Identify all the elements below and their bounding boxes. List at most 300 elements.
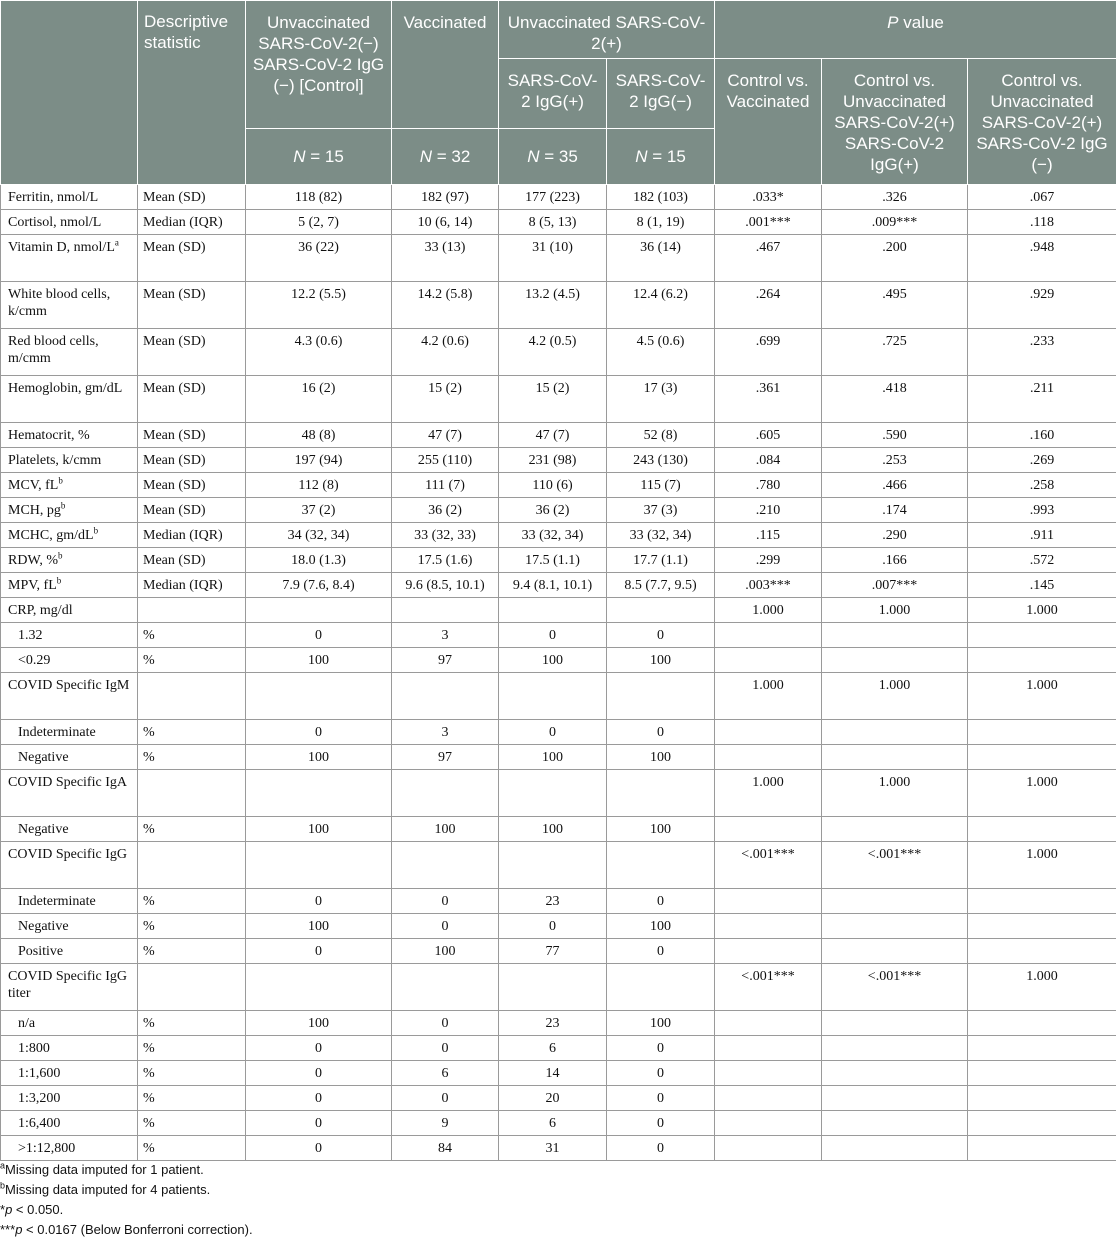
control-value-cell: 0 [246,1136,392,1161]
igg-positive-value-cell: 33 (32, 34) [499,523,607,548]
row-label-cell [1,1111,138,1136]
row-label: RDW, % [8,553,59,568]
descriptive-stat-cell: % [138,648,246,673]
n-value: = 15 [305,147,344,166]
igg-positive-value-cell [499,673,607,720]
row-label: Negative [18,822,69,837]
p-value-igg-negative-cell: .233 [968,329,1116,376]
p-value-igg-positive-cell [822,939,968,964]
footnote-mark: * [0,1202,6,1217]
header-n-vaccinated [392,129,499,185]
descriptive-stat-cell: Mean (SD) [138,185,246,210]
p-value-vaccinated-cell: .033* [715,185,822,210]
p-value-igg-positive-cell [822,1111,968,1136]
vaccinated-value-cell: 9 [392,1111,499,1136]
p-value-vaccinated-cell: .084 [715,448,822,473]
descriptive-stat-cell: Median (IQR) [138,210,246,235]
igg-positive-value-cell: 231 (98) [499,448,607,473]
header-pv-control-vs-igg-positive: Control vs. Unvaccinated SARS-CoV-2(+) SARS-CoV-2 IgG(+) [822,59,968,185]
n-value: = 32 [431,147,471,166]
footnote-text: < 0.050. [12,1202,64,1217]
p-value-vaccinated-cell: .467 [715,235,822,282]
table-row [1,573,1116,598]
p-value-igg-negative-cell: .258 [968,473,1116,498]
control-value-cell [246,842,392,889]
igg-positive-value-cell: 100 [499,648,607,673]
p-value-vaccinated-cell: .780 [715,473,822,498]
igg-positive-value-cell [499,598,607,623]
p-value-vaccinated-cell [715,939,822,964]
descriptive-stat-cell: Mean (SD) [138,548,246,573]
table-row [1,523,1116,548]
igg-negative-value-cell: 0 [607,1061,715,1086]
igg-negative-value-cell: 33 (32, 34) [607,523,715,548]
p-value-vaccinated-cell: 1.000 [715,770,822,817]
table-row [1,473,1116,498]
row-label: 1.32 [18,628,43,643]
igg-negative-value-cell: 182 (103) [607,185,715,210]
igg-positive-value-cell [499,964,607,1011]
p-value-igg-positive-cell: <.001*** [822,842,968,889]
p-value-vaccinated-cell [715,914,822,939]
igg-positive-value-cell: 177 (223) [499,185,607,210]
row-label-cell [1,573,138,598]
p-value-igg-negative-cell [968,1061,1116,1086]
table-row [1,623,1116,648]
control-value-cell [246,770,392,817]
p-value-igg-negative-cell: 1.000 [968,673,1116,720]
p-value-vaccinated-cell: 1.000 [715,673,822,720]
igg-negative-value-cell [607,598,715,623]
vaccinated-value-cell: 97 [392,745,499,770]
row-label: CRP, mg/dl [8,603,73,618]
header-n-control [246,129,392,185]
p-value-igg-positive-cell [822,623,968,648]
table-row [1,889,1116,914]
table-row [1,598,1116,623]
control-value-cell: 5 (2, 7) [246,210,392,235]
control-value-cell: 0 [246,1061,392,1086]
n-value: = 35 [539,147,578,166]
p-value-vaccinated-cell [715,1061,822,1086]
row-label-cell [1,376,138,423]
p-value-vaccinated-cell: <.001*** [715,842,822,889]
control-value-cell: 48 (8) [246,423,392,448]
row-label-cell [1,185,138,210]
igg-negative-value-cell: 0 [607,1111,715,1136]
igg-positive-value-cell: 15 (2) [499,376,607,423]
control-value-cell: 100 [246,914,392,939]
row-label: Indeterminate [18,725,96,740]
table-row [1,282,1116,329]
descriptive-stat-cell: Mean (SD) [138,376,246,423]
descriptive-stat-cell: % [138,939,246,964]
p-value-vaccinated-cell: <.001*** [715,964,822,1011]
row-label-cell [1,498,138,523]
row-label: n/a [18,1016,36,1031]
p-value-igg-positive-cell: .174 [822,498,968,523]
row-label-cell [1,210,138,235]
igg-positive-value-cell: 100 [499,745,607,770]
igg-positive-value-cell: 17.5 (1.1) [499,548,607,573]
p-value-vaccinated-cell: .299 [715,548,822,573]
header-unvaccinated-positive: Unvaccinated SARS-CoV-2(+) [499,1,715,59]
p-value-igg-negative-cell: .929 [968,282,1116,329]
row-label-cell [1,1136,138,1161]
row-label-cell [1,914,138,939]
row-label-cell [1,770,138,817]
p-value-igg-positive-cell: .200 [822,235,968,282]
row-label-cell [1,523,138,548]
p-value-italic: P [887,13,899,32]
control-value-cell: 0 [246,889,392,914]
descriptive-stat-cell: Mean (SD) [138,282,246,329]
igg-negative-value-cell: 243 (130) [607,448,715,473]
descriptive-stat-cell: % [138,623,246,648]
igg-negative-value-cell [607,673,715,720]
header-p-value [715,1,1116,59]
p-value-igg-positive-cell: 1.000 [822,770,968,817]
p-value-igg-negative-cell: .160 [968,423,1116,448]
vaccinated-value-cell: 84 [392,1136,499,1161]
row-label-cell [1,964,138,1011]
p-value-igg-positive-cell: .290 [822,523,968,548]
footnotes [0,1160,1116,1240]
table-row [1,1111,1116,1136]
footnote-triple-star [0,1220,1116,1240]
row-label: 1:1,600 [18,1066,61,1081]
table-row [1,548,1116,573]
p-value-igg-positive-cell [822,817,968,842]
igg-negative-value-cell: 100 [607,745,715,770]
vaccinated-value-cell: 0 [392,914,499,939]
table-row [1,842,1116,889]
row-label: COVID Specific IgG titer [8,969,127,1001]
row-label: Hemoglobin, gm/dL [8,381,123,396]
igg-negative-value-cell: 100 [607,817,715,842]
p-value-vaccinated-cell [715,623,822,648]
p-value-igg-positive-cell [822,1011,968,1036]
igg-negative-value-cell: 0 [607,720,715,745]
descriptive-stat-cell: Mean (SD) [138,473,246,498]
table-row [1,817,1116,842]
vaccinated-value-cell: 255 (110) [392,448,499,473]
p-value-igg-positive-cell [822,1136,968,1161]
row-label-cell [1,817,138,842]
header-control: Unvaccinated SARS-CoV-2(−) SARS-CoV-2 IgG (−) [Control] [246,1,392,129]
descriptive-stat-cell: % [138,1086,246,1111]
vaccinated-value-cell: 3 [392,720,499,745]
p-value-igg-positive-cell: .009*** [822,210,968,235]
p-value-vaccinated-cell [715,1086,822,1111]
row-label: MPV, fL [8,578,57,593]
control-value-cell: 34 (32, 34) [246,523,392,548]
igg-positive-value-cell: 77 [499,939,607,964]
igg-positive-value-cell: 6 [499,1036,607,1061]
p-value-igg-negative-cell: .269 [968,448,1116,473]
descriptive-stat-cell: % [138,1111,246,1136]
row-label: >1:12,800 [18,1141,76,1156]
p-value-igg-positive-cell: .466 [822,473,968,498]
table-row [1,185,1116,210]
igg-positive-value-cell [499,842,607,889]
descriptive-stat-cell: Mean (SD) [138,235,246,282]
vaccinated-value-cell: 4.2 (0.6) [392,329,499,376]
table-row [1,1136,1116,1161]
igg-negative-value-cell [607,770,715,817]
descriptive-stat-cell: % [138,720,246,745]
header-vaccinated: Vaccinated [392,1,499,129]
p-value-igg-positive-cell: 1.000 [822,673,968,720]
igg-positive-value-cell: 31 [499,1136,607,1161]
row-label-cell [1,673,138,720]
igg-negative-value-cell: 115 (7) [607,473,715,498]
row-label-cell [1,745,138,770]
row-label: 1:6,400 [18,1116,61,1131]
row-label: MCHC, gm/dL [8,528,94,543]
footnote-p-italic: p [15,1222,23,1237]
control-value-cell: 100 [246,1011,392,1036]
descriptive-stat-cell [138,673,246,720]
igg-positive-value-cell: 36 (2) [499,498,607,523]
row-label: Vitamin D, nmol/L [8,240,115,255]
row-label: COVID Specific IgA [8,775,127,790]
p-value-vaccinated-cell [715,648,822,673]
row-label: Negative [18,919,69,934]
control-value-cell: 4.3 (0.6) [246,329,392,376]
row-label-cell [1,720,138,745]
control-value-cell: 0 [246,1036,392,1061]
p-value-igg-negative-cell: .993 [968,498,1116,523]
igg-negative-value-cell: 8.5 (7.7, 9.5) [607,573,715,598]
control-value-cell: 0 [246,623,392,648]
p-value-vaccinated-cell [715,817,822,842]
p-value-igg-positive-cell: .725 [822,329,968,376]
igg-negative-value-cell: 100 [607,914,715,939]
p-value-igg-positive-cell: 1.000 [822,598,968,623]
p-value-igg-negative-cell [968,1011,1116,1036]
vaccinated-value-cell [392,770,499,817]
descriptive-stat-cell: Mean (SD) [138,329,246,376]
igg-positive-value-cell: 100 [499,817,607,842]
row-label: MCV, fL [8,478,59,493]
descriptive-stat-cell [138,598,246,623]
igg-negative-value-cell: 12.4 (6.2) [607,282,715,329]
row-label: <0.29 [18,653,51,668]
p-value-igg-negative-cell [968,720,1116,745]
row-label: Negative [18,750,69,765]
descriptive-stat-cell [138,964,246,1011]
table-header [1,1,1116,185]
p-value-igg-negative-cell [968,889,1116,914]
p-value-vaccinated-cell [715,1036,822,1061]
igg-negative-value-cell: 52 (8) [607,423,715,448]
descriptive-stat-cell: Median (IQR) [138,523,246,548]
igg-negative-value-cell: 4.5 (0.6) [607,329,715,376]
p-value-vaccinated-cell: .264 [715,282,822,329]
igg-negative-value-cell: 0 [607,939,715,964]
row-label-cell [1,548,138,573]
igg-positive-value-cell: 6 [499,1111,607,1136]
descriptive-stat-cell: % [138,889,246,914]
table-row [1,1086,1116,1111]
footnote-text: Missing data imputed for 4 patients. [5,1182,211,1197]
igg-positive-value-cell [499,770,607,817]
igg-positive-value-cell: 0 [499,623,607,648]
p-value-igg-negative-cell [968,623,1116,648]
igg-positive-value-cell: 9.4 (8.1, 10.1) [499,573,607,598]
row-label-cell [1,889,138,914]
p-value-vaccinated-cell: .003*** [715,573,822,598]
p-value-igg-positive-cell: .253 [822,448,968,473]
p-value-vaccinated-cell [715,1011,822,1036]
p-value-vaccinated-cell: .699 [715,329,822,376]
control-value-cell: 112 (8) [246,473,392,498]
row-label: COVID Specific IgM [8,678,130,693]
vaccinated-value-cell [392,598,499,623]
row-label-cell [1,1061,138,1086]
igg-positive-value-cell: 110 (6) [499,473,607,498]
vaccinated-value-cell: 10 (6, 14) [392,210,499,235]
control-value-cell: 18.0 (1.3) [246,548,392,573]
row-label: Indeterminate [18,894,96,909]
vaccinated-value-cell: 0 [392,1086,499,1111]
descriptive-stat-cell: % [138,914,246,939]
vaccinated-value-cell: 0 [392,1011,499,1036]
descriptive-stat-cell: % [138,745,246,770]
igg-negative-value-cell: 36 (14) [607,235,715,282]
descriptive-stat-cell: % [138,1011,246,1036]
p-value-igg-negative-cell [968,1086,1116,1111]
control-value-cell: 16 (2) [246,376,392,423]
control-value-cell [246,964,392,1011]
p-value-vaccinated-cell [715,720,822,745]
igg-positive-value-cell: 8 (5, 13) [499,210,607,235]
vaccinated-value-cell: 111 (7) [392,473,499,498]
igg-negative-value-cell: 17 (3) [607,376,715,423]
vaccinated-value-cell: 97 [392,648,499,673]
table-row [1,423,1116,448]
control-value-cell [246,673,392,720]
control-value-cell: 12.2 (5.5) [246,282,392,329]
p-value-igg-positive-cell: .007*** [822,573,968,598]
header-igg-positive: SARS-CoV-2 IgG(+) [499,59,607,129]
p-value-igg-negative-cell [968,1036,1116,1061]
vaccinated-value-cell [392,673,499,720]
p-value-igg-negative-cell: 1.000 [968,842,1116,889]
footnote-a [0,1160,1116,1180]
row-label-cell [1,235,138,282]
p-value-igg-positive-cell: .590 [822,423,968,448]
control-value-cell: 100 [246,648,392,673]
igg-positive-value-cell: 14 [499,1061,607,1086]
p-value-igg-negative-cell: .118 [968,210,1116,235]
p-value-igg-positive-cell [822,914,968,939]
vaccinated-value-cell: 100 [392,817,499,842]
control-value-cell: 0 [246,720,392,745]
row-label: Hematocrit, % [8,428,90,443]
table-row [1,210,1116,235]
igg-positive-value-cell: 23 [499,889,607,914]
control-value-cell: 100 [246,745,392,770]
vaccinated-value-cell: 0 [392,889,499,914]
p-value-igg-positive-cell [822,1036,968,1061]
row-label-cell [1,842,138,889]
p-value-rest: value [898,13,944,32]
row-label: Red blood cells, m/cmm [8,334,99,366]
row-label: 1:3,200 [18,1091,61,1106]
igg-positive-value-cell: 23 [499,1011,607,1036]
p-value-vaccinated-cell [715,1111,822,1136]
table-row [1,1036,1116,1061]
igg-positive-value-cell: 20 [499,1086,607,1111]
row-label-cell [1,329,138,376]
p-value-vaccinated-cell: 1.000 [715,598,822,623]
igg-negative-value-cell: 0 [607,1136,715,1161]
vaccinated-value-cell: 14.2 (5.8) [392,282,499,329]
row-label-cell [1,939,138,964]
descriptive-stat-cell: Mean (SD) [138,423,246,448]
header-corner-cell [1,1,138,185]
p-value-igg-positive-cell [822,720,968,745]
igg-negative-value-cell: 0 [607,889,715,914]
row-label: 1:800 [18,1041,50,1056]
igg-positive-value-cell: 4.2 (0.5) [499,329,607,376]
p-value-vaccinated-cell: .361 [715,376,822,423]
n-italic: N [293,147,306,166]
control-value-cell: 0 [246,1086,392,1111]
descriptive-stat-cell: Median (IQR) [138,573,246,598]
p-value-igg-negative-cell: .067 [968,185,1116,210]
p-value-igg-negative-cell: .948 [968,235,1116,282]
row-label-cell [1,473,138,498]
table-row [1,914,1116,939]
footnote-mark: b [0,1180,6,1191]
igg-negative-value-cell [607,842,715,889]
p-value-vaccinated-cell: .115 [715,523,822,548]
row-label-cell [1,598,138,623]
footnote-reference: a [114,237,119,248]
row-label: Ferritin, nmol/L [8,190,99,205]
footnote-text: Missing data imputed for 1 patient. [5,1162,204,1177]
p-value-igg-positive-cell: .495 [822,282,968,329]
vaccinated-value-cell: 15 (2) [392,376,499,423]
table-row [1,673,1116,720]
footnote-mark: *** [0,1222,16,1237]
control-value-cell: 100 [246,817,392,842]
table-body [1,185,1116,1161]
igg-negative-value-cell: 0 [607,623,715,648]
n-italic: N [527,147,540,166]
descriptive-stat-cell [138,842,246,889]
vaccinated-value-cell: 36 (2) [392,498,499,523]
igg-negative-value-cell: 100 [607,648,715,673]
n-italic: N [635,147,648,166]
row-label: White blood cells, k/cmm [8,287,111,319]
p-value-vaccinated-cell: .605 [715,423,822,448]
table-row [1,329,1116,376]
vaccinated-value-cell [392,842,499,889]
vaccinated-value-cell: 33 (32, 33) [392,523,499,548]
igg-positive-value-cell: 0 [499,720,607,745]
row-label-cell [1,1036,138,1061]
p-value-igg-positive-cell [822,648,968,673]
p-value-igg-negative-cell: .145 [968,573,1116,598]
vaccinated-value-cell: 182 (97) [392,185,499,210]
p-value-igg-negative-cell: 1.000 [968,770,1116,817]
p-value-igg-negative-cell [968,648,1116,673]
table-row [1,448,1116,473]
